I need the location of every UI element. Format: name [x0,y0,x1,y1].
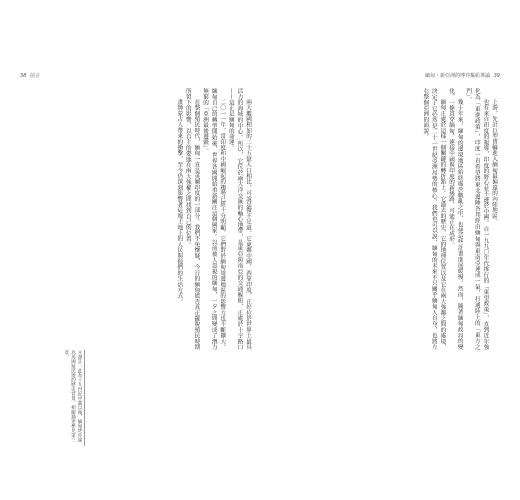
paragraph: 兩大艦國相加的二十五億人口相比，可說是微不足道。它東鄰中國，西靠印度，正好位於世界上最具活力的海域的中心。所以，它位於兩大洋交匯的軸心地帶，是東亞與南亞的交通樞紐，正處於十字路口——這正是緬甸的命運。 [227,88,251,350]
paragraph: 也有來自印度的報導，印度的野心並不遜於中國。自一九九〇年代推行的「東望政策」，直到近年強化為「東進政策」，印度一直希望將東北邊陲各邦經由緬甸與東南亞連成一氣，打通陸上的「東方之門」。 [465,88,489,350]
paragraph: 二〇一一年，當印度和中國崛起的趨勢已經十分明顯，它們對於緬甸周邊地區的影響力也不斷擴大。緬甸自己的轉型開始後，世界各國開始重新關注這個國家。以前被人忽視的緬甸，一夕之間變成了潛力無窮的「亞洲最後邊疆」。 [202,88,226,350]
paragraph: 畫師蒙古人帶來的衝擊，至今仍深刻影響著這塊土地上的人民與他們的生活方式。 [176,99,183,305]
right-running-header [425,72,502,79]
right-page-number: 39 [493,73,500,79]
paragraph: 緬甸正處於這樣一個關鍵的轉折點上。它過去的歷史、它的地理位置以及它在兩大強鄰之間的處境，決定了它必然是二十一世紀亞洲局勢的核心。我們也可以說，緬甸的未來不只關乎緬甸人自身，也將左右整個亞洲的面貌。 [422,88,446,350]
left-page [18,73,254,442]
left-body-text [22,88,252,350]
right-page [266,73,502,382]
right-body-text [270,88,498,350]
footnote: ＊譯註：此為十九世紀中葉以後，緬甸逐步淪為英國殖民地的歷史背景，相關描述參見第三章。 [22,350,85,446]
right-section-title: 緬甸・新亞洲的博弈樞紐導論 [425,73,491,79]
left-page-number: 38 [20,73,27,79]
paragraph: 幾十年來，緬甸的邊境地區始終處於戰亂之中，也使這些計畫進展緩慢。然而，隨著緬甸政局的變化，一條貫穿緬甸、連接中國與印度的新絲路，可能正在成形。 [448,88,463,350]
paragraph: 在整個殖民時代，緬甸一直是英屬印度的一部分。我們不免懷疑，今日的緬甸能否真正擺脫殖民時期所留下的影響，以自主的姿態在兩大強權之間找到自己的位置。 [184,88,200,350]
paragraph: 上游，先計巨型貨輪進入緬甸最偏遠的內陸地區。 [491,99,497,225]
left-running-header [18,72,40,79]
left-section-title: 前言 [29,73,40,79]
